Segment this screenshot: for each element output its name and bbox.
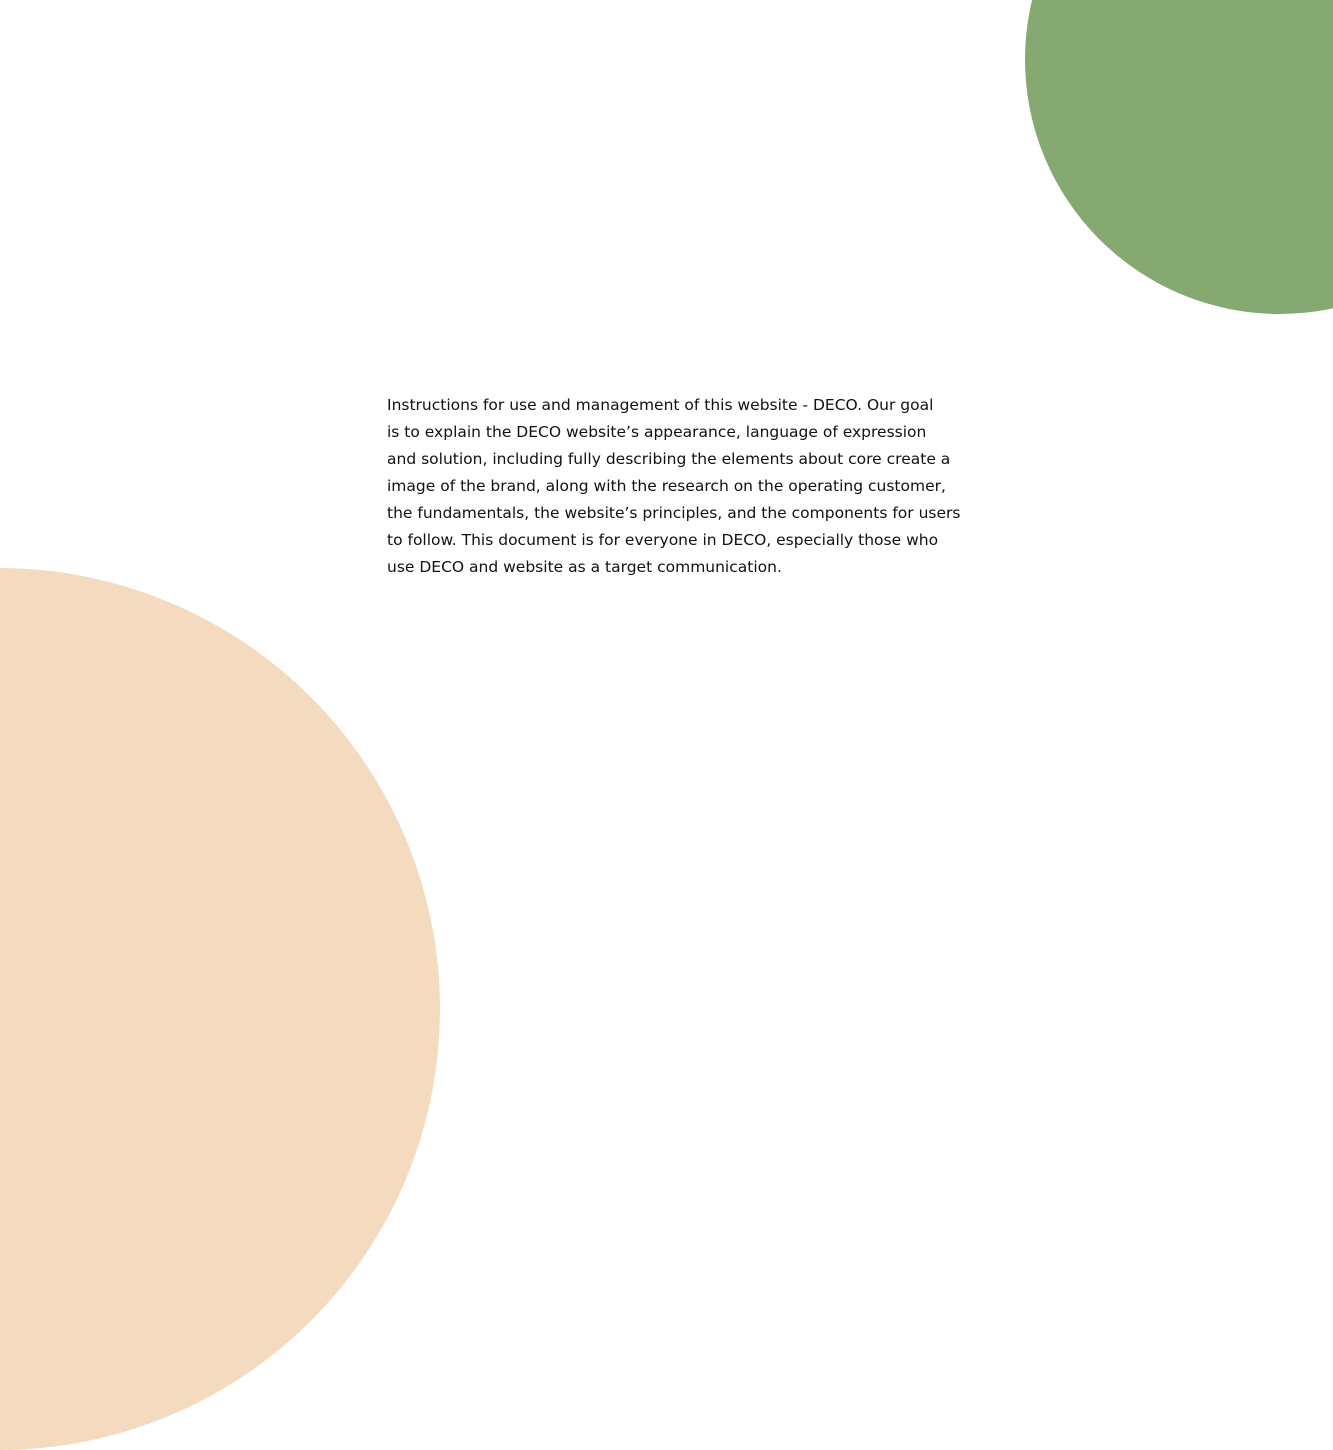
intro-line: the fundamentals, the website’s principles, and the components for users <box>387 504 961 522</box>
intro-line: Instructions for use and management of this website - DECO. Our goal <box>387 396 934 414</box>
intro-line: use DECO and website as a target communication. <box>387 558 782 576</box>
intro-line: to follow. This document is for everyone in DECO, especially those who <box>387 531 939 549</box>
intro-line: is to explain the DECO website’s appearance, language of expression <box>387 423 927 441</box>
intro-line: and solution, including fully describing the elements about core create a <box>387 450 951 468</box>
decorative-peach-circle <box>0 568 440 1450</box>
decorative-green-circle <box>1025 0 1333 314</box>
intro-line: image of the brand, along with the research on the operating customer, <box>387 477 946 495</box>
intro-paragraph <box>387 392 1007 581</box>
